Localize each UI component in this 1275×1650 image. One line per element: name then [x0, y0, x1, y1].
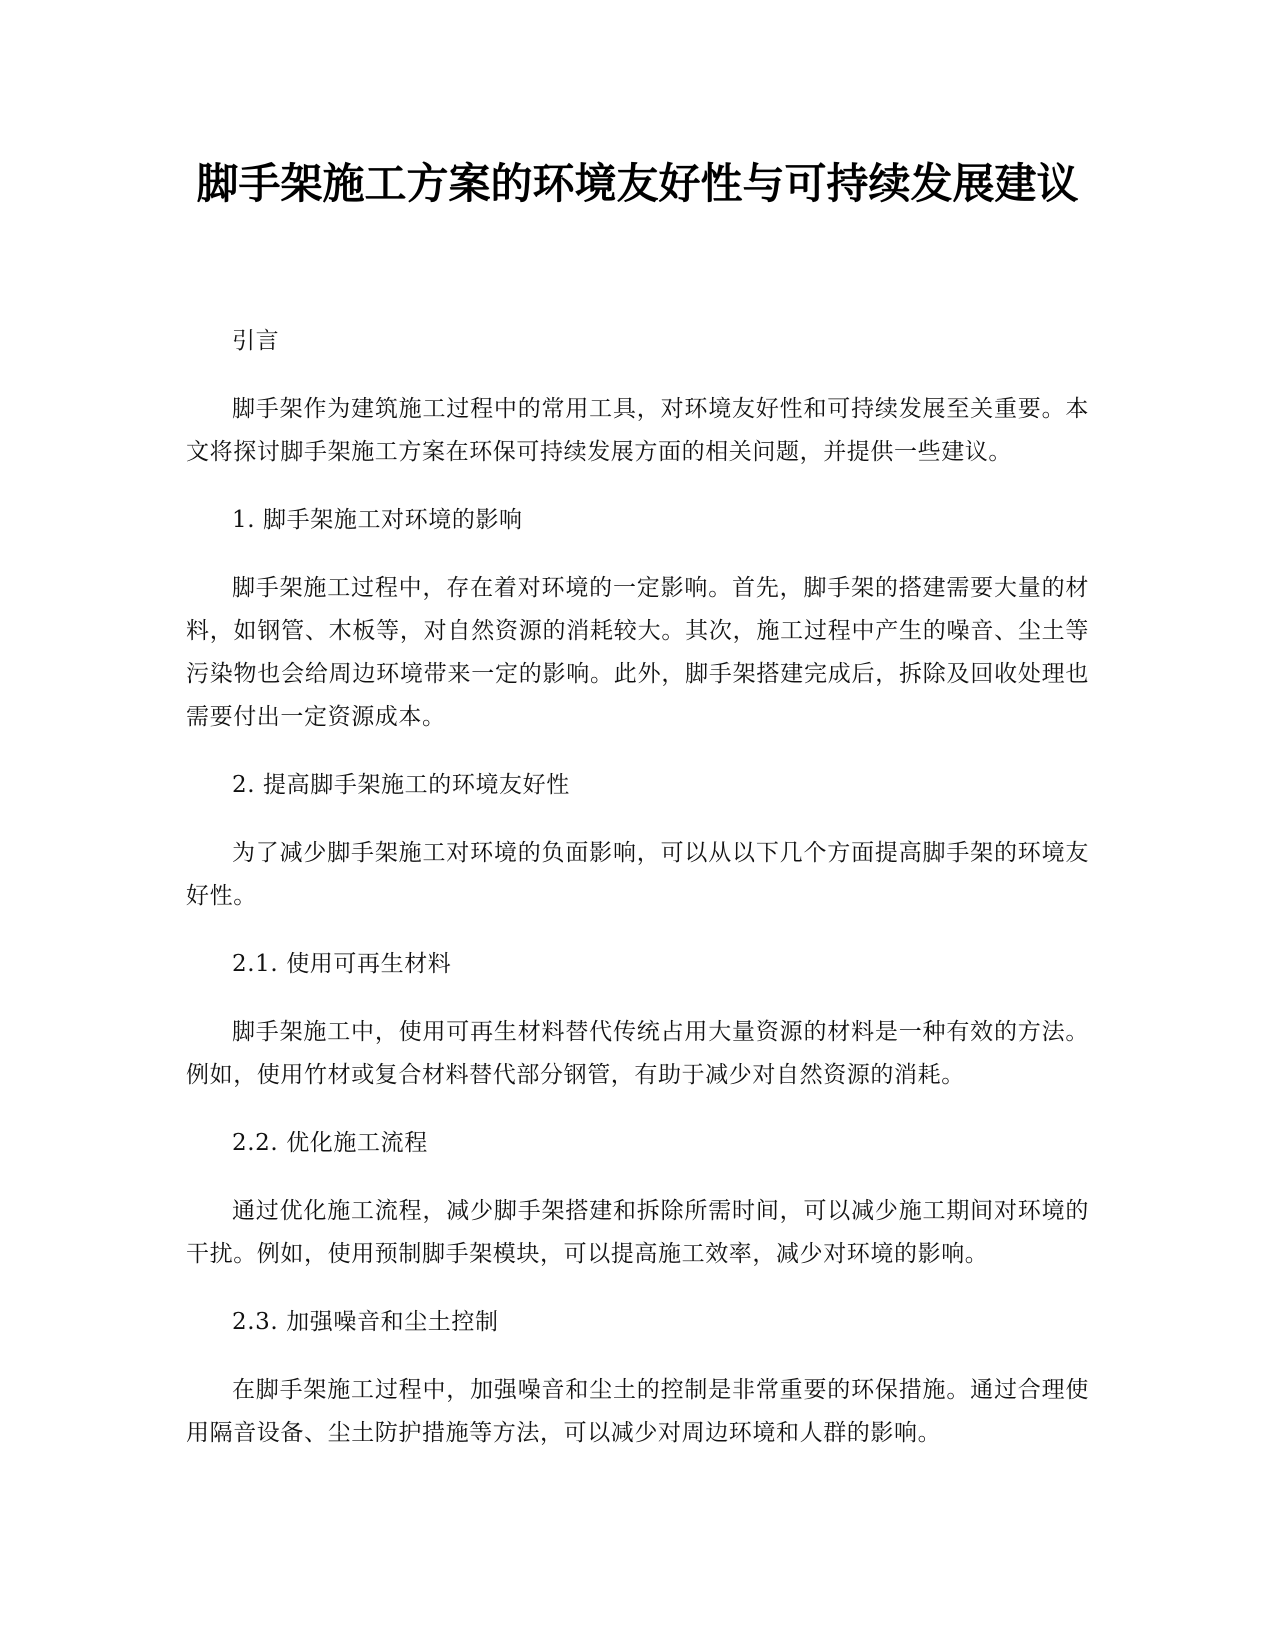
document-title: 脚手架施工方案的环境友好性与可持续发展建议 [196, 159, 1079, 208]
section-heading-2-1: 2.1. 使用可再生材料 [232, 951, 452, 977]
section-heading-2-3: 2.3. 加强噪音和尘土控制 [232, 1309, 499, 1335]
paragraph-2-2: 通过优化施工流程，减少脚手架搭建和拆除所需时间，可以减少施工期间对环境的干扰。例如，使用预制脚手架模块，可以提高施工效率，减少对环境的影响。 [186, 1198, 1089, 1267]
section-heading-intro: 引言 [232, 328, 280, 354]
paragraph-2-3: 在脚手架施工过程中，加强噪音和尘土的控制是非常重要的环保措施。通过合理使用隔音设备、尘土防护措施等方法，可以减少对周边环境和人群的影响。 [186, 1377, 1089, 1446]
section-heading-2: 2. 提高脚手架施工的环境友好性 [232, 772, 570, 798]
section-heading-1: 1. 脚手架施工对环境的影响 [232, 507, 523, 533]
section-heading-2-2: 2.2. 优化施工流程 [232, 1130, 428, 1156]
paragraph-2-1: 脚手架施工中，使用可再生材料替代传统占用大量资源的材料是一种有效的方法。例如，使用竹材或复合材料替代部分钢管，有助于减少对自然资源的消耗。 [186, 1019, 1089, 1088]
paragraph-2: 为了减少脚手架施工对环境的负面影响，可以从以下几个方面提高脚手架的环境友好性。 [186, 840, 1089, 909]
document-body [186, 320, 1089, 1480]
paragraph-1: 脚手架施工过程中，存在着对环境的一定影响。首先，脚手架的搭建需要大量的材料，如钢管、木板等，对自然资源的消耗较大。其次，施工过程中产生的噪音、尘土等污染物也会给周边环境带来一定的影响。此外，脚手架搭建完成后，拆除及回收处理也需要付出一定资源成本。 [186, 575, 1089, 730]
document-page [186, 0, 1089, 1650]
paragraph-intro: 脚手架作为建筑施工过程中的常用工具，对环境友好性和可持续发展至关重要。本文将探讨脚手架施工方案在环保可持续发展方面的相关问题，并提供一些建议。 [186, 396, 1089, 465]
